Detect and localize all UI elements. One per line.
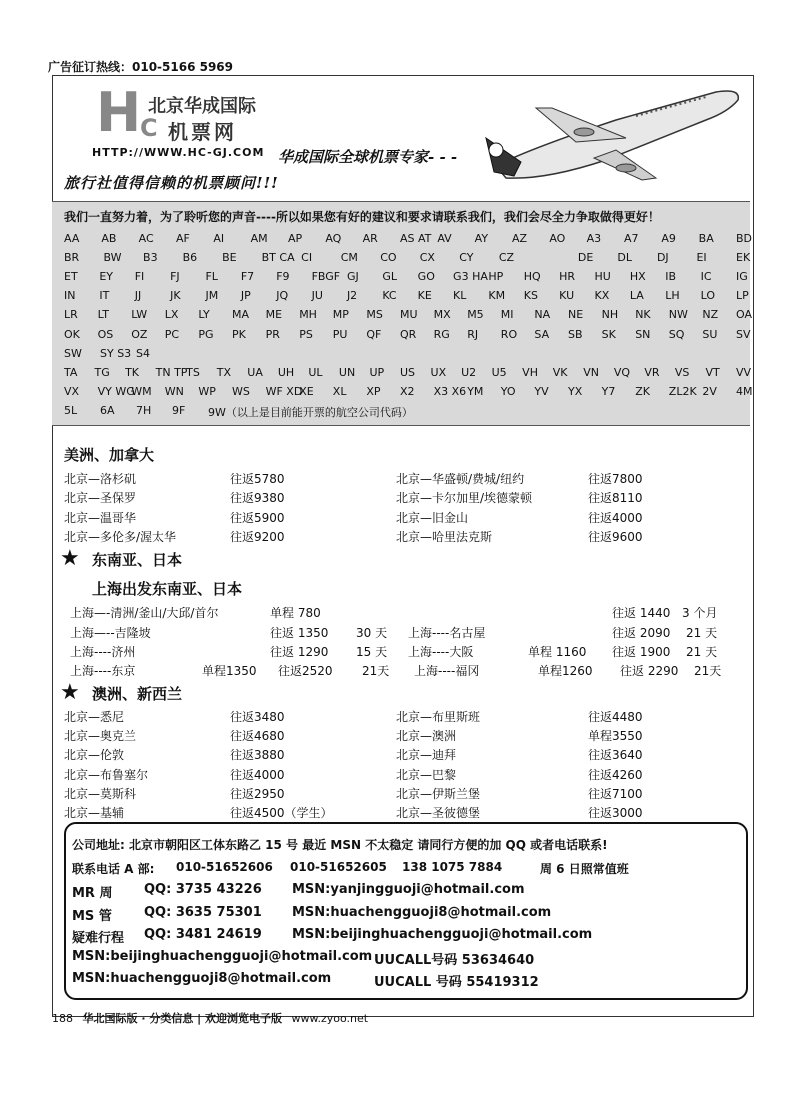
airline-code: 9W（以上是目前能开票的航空公司代码） xyxy=(208,405,413,419)
airline-code: OZ xyxy=(131,327,148,341)
airline-code: VS xyxy=(674,365,690,379)
airline-code: BT CA xyxy=(261,251,295,265)
airline-code: SW xyxy=(64,346,82,360)
phone-number-2[interactable]: 010-51652605 xyxy=(290,860,387,874)
airline-code: UH xyxy=(277,365,295,379)
star-icon: ★ xyxy=(60,680,80,705)
contact-qq-1[interactable]: QQ: 3735 43226 xyxy=(144,882,262,897)
airline-code: QR xyxy=(400,327,417,341)
fare-stay: 30 天 xyxy=(356,626,388,640)
airline-code: FJ xyxy=(170,270,180,284)
fare-price: 往返3880 xyxy=(230,748,285,763)
airline-code: JK xyxy=(170,289,181,303)
airplane-engine-2 xyxy=(616,164,636,172)
fare-route: 北京—圣彼德堡 xyxy=(396,806,481,820)
airline-code: F7 xyxy=(240,270,255,284)
fare-price: 往返5900 xyxy=(230,510,285,525)
airline-code: AZ xyxy=(512,232,528,245)
page-footer xyxy=(52,1010,368,1026)
airline-code: ZK xyxy=(635,384,650,398)
airline-code: HR xyxy=(559,270,576,284)
logo-url[interactable]: HTTP://WWW.HC-GJ.COM xyxy=(92,146,265,159)
airline-code: KU xyxy=(559,289,575,303)
airline-code: LO xyxy=(700,289,716,303)
airline-code: X3 X6 xyxy=(433,384,467,398)
section-title-oceania: 澳洲、新西兰 xyxy=(92,685,183,703)
phone-label: 联系电话 A 部: xyxy=(72,862,155,876)
airline-code: US xyxy=(400,365,416,379)
airline-code: TG xyxy=(94,365,110,379)
airline-code: CY xyxy=(459,251,474,265)
airline-code: SB xyxy=(568,327,583,341)
airline-code: NK xyxy=(635,308,651,322)
section-subtitle-shanghai: 上海出发东南亚、日本 xyxy=(92,580,243,598)
airline-code: VN xyxy=(583,365,600,379)
airline-code: GL xyxy=(382,270,397,284)
airline-code: FI xyxy=(134,270,145,284)
fare-price: 往返4480 xyxy=(588,710,643,724)
fare-price: 往返9200 xyxy=(230,529,285,544)
airline-code: VQ xyxy=(613,365,630,379)
airline-code: CM xyxy=(340,251,358,265)
fare-price: 往返2950 xyxy=(230,786,285,801)
airline-code: RJ xyxy=(467,327,479,341)
airline-code: MS xyxy=(366,308,383,322)
airline-code-row xyxy=(64,365,752,384)
fare-stay: 15 天 xyxy=(356,645,388,659)
airline-code: UA xyxy=(247,365,263,379)
contact-qq-2[interactable]: QQ: 3635 75301 xyxy=(144,905,262,920)
fare-route: 上海----福冈 xyxy=(414,664,480,678)
airline-code: UN xyxy=(338,365,356,379)
airline-code: WP xyxy=(198,384,216,398)
airline-code: OS xyxy=(97,327,114,341)
duty-note: 周 6 日照常值班 xyxy=(540,862,629,876)
fare-oneway: 单程1350 xyxy=(202,664,257,678)
airline-code: TA xyxy=(64,365,78,379)
airline-code: RO xyxy=(500,327,518,341)
company-address: 公司地址: 北京市朝阳区工体东路乙 15 号 最近 MSN 不太稳定 请同行方便的加 QQ 或者电话联系! xyxy=(72,838,608,852)
fare-price: 往返 2290 xyxy=(620,664,679,678)
fare-price: 往返4260 xyxy=(588,767,643,782)
airline-code-row xyxy=(64,308,752,326)
airline-code: MA xyxy=(232,308,250,322)
airline-code: 5L xyxy=(64,403,78,417)
airline-code: AB xyxy=(101,232,117,245)
fare-route: 北京—布里斯班 xyxy=(396,710,481,724)
airline-code: LP xyxy=(736,289,749,303)
site-link[interactable]: www.zyoo.net xyxy=(291,1012,369,1025)
airline-code: YX xyxy=(568,384,583,398)
airline-code-row xyxy=(64,232,753,250)
fare-route: 北京—悉尼 xyxy=(64,710,125,724)
airline-code: AI xyxy=(213,232,225,245)
airline-code: 9F xyxy=(172,403,186,417)
airline-code: SQ xyxy=(668,327,685,341)
airline-code: HP xyxy=(488,270,504,284)
airline-code: JP xyxy=(240,289,251,303)
airline-code: KE xyxy=(417,289,432,303)
airline-code: MH xyxy=(299,308,317,322)
airline-code: ET xyxy=(64,270,78,284)
airline-code: A7 xyxy=(624,232,639,245)
airline-code: BD xyxy=(736,232,753,245)
fare-stay: 21天 xyxy=(694,664,722,678)
airline-code: JQ xyxy=(276,289,289,303)
airline-code: SK xyxy=(601,327,616,341)
airline-code: A9 xyxy=(661,232,676,245)
fare-route: 北京—旧金山 xyxy=(396,510,469,525)
airline-code: DJ xyxy=(656,251,669,265)
fare-route: 上海—--吉隆坡 xyxy=(70,626,151,640)
airline-code: BE xyxy=(222,251,237,265)
airline-code: BA xyxy=(698,232,714,245)
airline-code: EY xyxy=(99,270,114,284)
airline-code: SN xyxy=(635,327,651,341)
airline-code: XP xyxy=(366,384,381,398)
logo-c-letter: C xyxy=(140,114,158,142)
airline-code: BW xyxy=(103,251,122,265)
airline-code: SA xyxy=(534,327,550,341)
fare-price: 往返8110 xyxy=(588,491,643,506)
fare-route: 北京—基辅 xyxy=(64,806,125,820)
uucall-number-1[interactable]: UUCALL号码 53634640 xyxy=(374,953,535,968)
fare-stay: 21天 xyxy=(362,664,390,678)
airline-code: IG xyxy=(736,270,748,284)
airline-code: AP xyxy=(288,232,303,245)
airline-code: B6 xyxy=(182,251,198,265)
airline-code: UX xyxy=(430,365,447,379)
fare-oneway: 单程 1160 xyxy=(528,645,587,659)
airline-code: OK xyxy=(64,327,80,341)
airline-code: PC xyxy=(164,327,180,341)
section-title-americas: 美洲、加拿大 xyxy=(64,446,155,464)
contact-person-2: MS 管 xyxy=(72,909,112,924)
airline-code: QF xyxy=(366,327,382,341)
airline-code: X2 xyxy=(400,384,415,398)
airline-code: AM xyxy=(250,232,268,245)
fare-route: 北京—卡尔加里/埃德蒙顿 xyxy=(396,491,533,506)
fare-price: 往返7100 xyxy=(588,786,643,801)
airline-code: B3 xyxy=(143,251,158,265)
airline-code: DE xyxy=(577,251,594,265)
fare-route: 北京—伦敦 xyxy=(64,748,125,763)
airline-code: LX xyxy=(164,308,179,322)
airline-code: 4M xyxy=(736,384,753,398)
airline-code: A3 xyxy=(586,232,602,245)
airline-code: AF xyxy=(176,232,190,245)
airline-code: G3 HA xyxy=(453,270,488,284)
contact-qq-3[interactable]: QQ: 3481 24619 xyxy=(144,927,262,942)
airline-code: YO xyxy=(500,384,516,398)
airline-code: NA xyxy=(534,308,551,322)
airline-code: ZL2K xyxy=(668,384,697,398)
airline-code: KM xyxy=(488,289,506,303)
airline-code: XL xyxy=(332,384,347,398)
airline-code: VK xyxy=(552,365,568,379)
contact-msn-1[interactable]: MSN:yanjingguoji@hotmail.com xyxy=(292,882,525,897)
airline-code-row xyxy=(64,347,744,365)
airline-code: JU xyxy=(311,289,323,303)
airline-code: M5 xyxy=(467,308,484,322)
fare-price: 单程3550 xyxy=(588,729,643,744)
airline-code: JJ xyxy=(134,289,142,303)
airline-code: J2 xyxy=(346,289,358,303)
fare-price: 往返 2090 xyxy=(612,626,671,640)
airline-code: DL xyxy=(617,251,633,265)
airline-code: MP xyxy=(332,308,349,322)
airline-code: BR xyxy=(64,251,80,265)
fare-price: 往返3640 xyxy=(588,748,643,763)
airline-code: LW xyxy=(131,308,148,322)
airline-code: IN xyxy=(64,289,76,303)
fare-route: 上海----大阪 xyxy=(408,645,474,659)
airline-code: PS xyxy=(299,327,313,341)
airline-code: NE xyxy=(568,308,584,322)
airline-code-row xyxy=(64,251,751,269)
fare-route: 北京—奥克兰 xyxy=(64,729,137,744)
airline-code: YV xyxy=(534,384,549,398)
fare-route: 北京—伊斯兰堡 xyxy=(396,786,481,801)
airline-code: HX xyxy=(629,270,646,284)
airplane-illustration xyxy=(466,80,746,190)
airline-code: NH xyxy=(601,308,619,322)
airline-code: HQ xyxy=(523,270,541,284)
star-icon: ★ xyxy=(60,546,80,571)
airline-code: CO xyxy=(380,251,397,265)
codes-intro-text: 我们一直努力着，为了聆听您的声音----所以如果您有好的建议和要求请联系我们，我们会尽全力争取做得更好！ xyxy=(64,210,660,224)
fare-price: 往返9600 xyxy=(588,529,643,544)
fare-price: 往返9380 xyxy=(230,491,285,506)
airline-code: MU xyxy=(400,308,418,322)
airline-code: WN xyxy=(164,384,184,398)
fare-price: 往返 1440 xyxy=(612,606,671,620)
airline-code: TS xyxy=(186,365,200,379)
airline-code: TN TP xyxy=(155,365,188,379)
airline-code: KX xyxy=(594,289,610,303)
airline-code: VH xyxy=(522,365,538,379)
airline-code: ME xyxy=(265,308,283,322)
airline-code: SV xyxy=(736,327,751,341)
contact-msn-2[interactable]: MSN:huachengguoji8@hotmail.com xyxy=(292,905,552,920)
airline-code: VR xyxy=(644,365,660,379)
fare-route: 北京—巴黎 xyxy=(396,767,457,782)
airline-code-row xyxy=(64,270,748,288)
airline-code: CI xyxy=(301,251,313,265)
fare-price: 往返3000 xyxy=(588,806,643,820)
fare-route: 北京—莫斯科 xyxy=(64,786,137,801)
airline-code: AS AT xyxy=(400,232,432,245)
contact-msn-4[interactable]: MSN:beijinghuachengguoji@hotmail.com xyxy=(72,949,373,964)
slogan-advisor: 旅行社值得信赖的机票顾问!!! xyxy=(64,174,279,192)
airline-code: RG xyxy=(433,327,450,341)
airline-code: AC xyxy=(138,232,154,245)
airline-code: HU xyxy=(594,270,611,284)
fare-route: 北京—温哥华 xyxy=(64,510,137,525)
fare-route: 北京—洛杉矶 xyxy=(64,472,137,486)
airline-code: CX xyxy=(419,251,435,265)
airline-code: TK xyxy=(125,365,140,379)
airline-code: VY WG xyxy=(97,384,135,398)
phone-number-3[interactable]: 138 1075 7884 xyxy=(402,860,503,874)
fare-price: 往返4000 xyxy=(230,767,285,782)
fare-route: 上海----名古屋 xyxy=(408,626,486,640)
airline-code: JM xyxy=(205,289,219,303)
airline-code: S4 xyxy=(136,346,150,360)
airline-code: GJ xyxy=(346,270,359,284)
airline-code: SU xyxy=(702,327,718,341)
airline-code-row xyxy=(64,384,753,403)
airline-code: GO xyxy=(417,270,435,284)
airline-code: F9 xyxy=(276,270,290,284)
slogan-expert: 华成国际全球机票专家- - - xyxy=(278,148,458,166)
section-title-sea: 东南亚、日本 xyxy=(92,551,183,569)
airline-code: LY xyxy=(198,308,210,322)
airline-code: AQ xyxy=(325,232,342,245)
airline-code: VT xyxy=(705,365,720,379)
fare-route: 上海----东京 xyxy=(70,664,136,678)
airline-code: LR xyxy=(64,308,78,322)
phone-number-1[interactable]: 010-51652606 xyxy=(176,860,273,874)
airplane-engine-1 xyxy=(574,128,594,136)
airline-code: U5 xyxy=(491,365,507,379)
fare-price: 往返 1290 xyxy=(270,645,329,659)
airline-code: VV xyxy=(736,365,752,379)
fare-stay: 21 天 xyxy=(686,626,718,640)
airline-code: IT xyxy=(99,289,110,303)
airline-code: YM xyxy=(467,384,484,398)
fare-price: 往返3480 xyxy=(230,710,285,724)
airline-code: PR xyxy=(265,327,280,341)
airline-code: 2V xyxy=(702,384,717,398)
logo-site-name: 机票网 xyxy=(168,120,237,144)
airline-code: SY S3 xyxy=(100,346,132,360)
fare-route: 北京—华盛顿/费城/纽约 xyxy=(396,472,525,486)
airline-code-row xyxy=(64,289,749,307)
contact-msn-3[interactable]: MSN:beijinghuachengguoji@hotmail.com xyxy=(292,927,593,942)
fare-price: 往返4000 xyxy=(588,510,643,525)
airline-code: EK xyxy=(736,251,751,265)
airline-code: VX xyxy=(64,384,80,398)
fare-price: 往返2520 xyxy=(278,664,333,678)
airline-code: XE xyxy=(299,384,314,398)
airline-code: EI xyxy=(696,251,707,265)
airline-code: UP xyxy=(369,365,385,379)
airline-code: KL xyxy=(453,289,467,303)
airline-code: PK xyxy=(232,327,246,341)
airline-tail-logo-icon xyxy=(489,143,503,157)
edition-label: 华北国际版 · 分类信息 | 欢迎浏览电子版 xyxy=(82,1012,283,1025)
logo-company-name: 北京华成国际 xyxy=(148,96,256,117)
fare-price: 往返4500（学生） xyxy=(230,806,333,820)
airline-code: TX xyxy=(216,365,231,379)
fare-price: 往返4680 xyxy=(230,729,285,744)
airline-code: UL xyxy=(308,365,323,379)
airline-code: LA xyxy=(629,289,644,303)
fare-route: 北京—多伦多/渥太华 xyxy=(64,529,177,544)
fare-route: 上海----济州 xyxy=(70,645,136,659)
airline-code: OA xyxy=(736,308,752,322)
airline-code: NZ xyxy=(702,308,719,322)
airline-code: IB xyxy=(665,270,677,284)
airline-code-row xyxy=(64,404,744,422)
airline-code: KC xyxy=(382,289,397,303)
fare-route: 北京—布鲁塞尔 xyxy=(64,767,149,782)
fare-price: 往返 1350 xyxy=(270,626,329,640)
airline-code: PG xyxy=(198,327,214,341)
fare-oneway: 单程 780 xyxy=(270,606,321,620)
contact-person-1: MR 周 xyxy=(72,886,113,901)
airline-code: Y7 xyxy=(601,384,616,398)
fare-price: 往返 1900 xyxy=(612,645,671,659)
airline-code: PU xyxy=(332,327,348,341)
airline-code: MI xyxy=(500,308,514,322)
airline-code: IC xyxy=(700,270,712,284)
airline-code: AA xyxy=(64,232,80,245)
fare-stay: 3 个月 xyxy=(682,606,718,620)
airline-code: WM xyxy=(131,384,152,398)
airline-code-row xyxy=(64,327,751,346)
airline-code: FBGF xyxy=(311,270,341,284)
airline-code: MX xyxy=(433,308,451,322)
fare-route: 北京—迪拜 xyxy=(396,748,457,763)
fare-price: 往返7800 xyxy=(588,472,643,486)
fare-route: 北京—澳洲 xyxy=(396,729,457,744)
airline-code: WS xyxy=(232,384,250,398)
fare-stay: 21 天 xyxy=(686,645,718,659)
airline-code: KS xyxy=(523,289,538,303)
fare-route: 北京—圣保罗 xyxy=(64,491,137,506)
contact-person-3: 疑难行程 xyxy=(72,931,125,946)
logo-h-letter: H xyxy=(96,81,138,144)
contact-msn-5[interactable]: MSN:huachengguoji8@hotmail.com xyxy=(72,971,332,986)
fare-route: 上海—-清洲/釜山/大邱/首尔 xyxy=(70,606,219,620)
airline-code: FL xyxy=(205,270,218,284)
airline-code: NW xyxy=(668,308,688,322)
fare-price: 往返5780 xyxy=(230,472,285,486)
fare-route: 北京—哈里法克斯 xyxy=(396,529,493,544)
page-number: 188 xyxy=(52,1012,73,1025)
airline-code: U2 xyxy=(461,365,477,379)
ad-hotline: 广告征订热线：010-5166 5969 xyxy=(48,60,234,74)
airline-code: AO xyxy=(549,232,566,245)
airline-code: 6A xyxy=(100,403,115,417)
airline-code: AY xyxy=(474,232,489,245)
fare-oneway: 单程1260 xyxy=(538,664,593,678)
airline-code: WF XD xyxy=(265,384,303,398)
airline-code: 7H xyxy=(136,403,152,417)
uucall-number-2[interactable]: UUCALL 号码 55419312 xyxy=(374,975,539,990)
airline-code: LT xyxy=(97,308,109,322)
airline-code: AV xyxy=(437,232,452,245)
airline-code: LH xyxy=(665,289,680,303)
airline-code: AR xyxy=(362,232,378,245)
airline-code: CZ xyxy=(498,251,515,265)
